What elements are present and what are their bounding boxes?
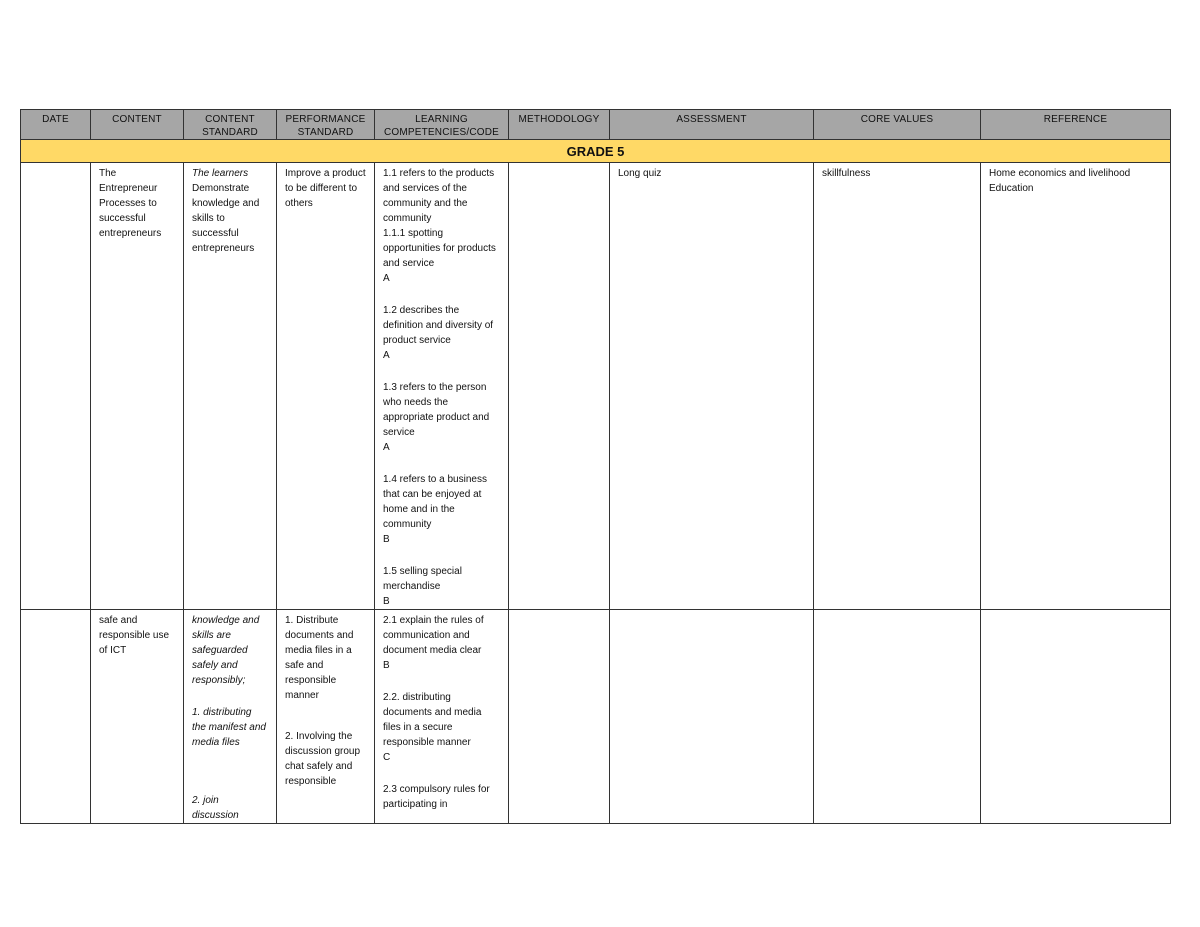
competency-code: B bbox=[383, 660, 390, 671]
competency-text: 1.3 refers to the person who needs the appropriate product and service bbox=[383, 382, 492, 438]
cell-core-values: skillfulness bbox=[814, 163, 981, 610]
content-standard-text: Demonstrate knowledge and skills to successful entrepreneurs bbox=[192, 183, 263, 254]
competency-text: 1.1 refers to the products and services of the community and the community bbox=[383, 168, 497, 224]
header-assessment: ASSESSMENT bbox=[610, 110, 814, 140]
cell-content-standard bbox=[184, 163, 277, 610]
grade-label: GRADE 5 bbox=[21, 140, 1171, 163]
cell-reference bbox=[981, 610, 1171, 824]
header-learning-competencies: LEARNING COMPETENCIES/CODE bbox=[375, 110, 509, 140]
competency-code: C bbox=[383, 752, 391, 763]
cell-date bbox=[21, 163, 91, 610]
competency-text: 2.3 compulsory rules for participating in bbox=[383, 784, 493, 810]
lesson-plan-table bbox=[20, 109, 1171, 824]
competency-text: 1.2 describes the definition and diversity of product service bbox=[383, 305, 496, 346]
competency-code: A bbox=[383, 273, 390, 284]
grade-row bbox=[21, 140, 1171, 163]
performance-standard-text: 1. Distribute documents and media files in a safe and responsible manner bbox=[285, 615, 357, 701]
header-reference: REFERENCE bbox=[981, 110, 1171, 140]
cell-date bbox=[21, 610, 91, 824]
header-methodology: METHODOLOGY bbox=[509, 110, 610, 140]
competency-code: B bbox=[383, 534, 390, 545]
header-content-standard: CONTENT STANDARD bbox=[184, 110, 277, 140]
competency-text: 1.5 selling special merchandise bbox=[383, 566, 465, 592]
competency-text: 2.1 explain the rules of communication and document media clear bbox=[383, 615, 487, 656]
competency-text: 2.2. distributing documents and media files in a secure responsible manner bbox=[383, 692, 485, 748]
cell-content-standard bbox=[184, 610, 277, 824]
cell-competencies bbox=[375, 610, 509, 824]
header-performance-standard: PERFORMANCE STANDARD bbox=[277, 110, 375, 140]
cell-content bbox=[91, 610, 184, 824]
cell-competencies bbox=[375, 163, 509, 610]
cell-assessment bbox=[610, 610, 814, 824]
cell-performance-standard bbox=[277, 163, 375, 610]
competency-text: 1.4 refers to a business that can be enjoyed at home and in the community bbox=[383, 474, 490, 530]
table-row bbox=[21, 610, 1171, 824]
cell-performance-standard bbox=[277, 610, 375, 824]
content-text: safe and responsible use of ICT bbox=[99, 615, 172, 656]
competency-code: B bbox=[383, 596, 390, 607]
competency-text: 1.1.1 spotting opportunities for products and service bbox=[383, 228, 499, 269]
content-standard-text: 1. distributing the manifest and media files bbox=[192, 707, 269, 748]
header-row bbox=[21, 110, 1171, 140]
performance-standard-text: Improve a product to be different to others bbox=[285, 168, 369, 209]
content-text: The Entrepreneur Processes to successful entrepreneurs bbox=[99, 168, 163, 239]
cell-methodology bbox=[509, 163, 610, 610]
cell-content bbox=[91, 163, 184, 610]
content-standard-lead: The learners bbox=[192, 168, 249, 179]
header-core-values: CORE VALUES bbox=[814, 110, 981, 140]
competency-code: A bbox=[383, 350, 390, 361]
cell-assessment: Long quiz bbox=[610, 163, 814, 610]
performance-standard-text: 2. Involving the discussion group chat safely and responsible bbox=[285, 731, 366, 787]
content-standard-text: 2. join discussion bbox=[192, 795, 239, 821]
header-date: DATE bbox=[21, 110, 91, 140]
cell-core-values bbox=[814, 610, 981, 824]
competency-code: A bbox=[383, 442, 390, 453]
header-content: CONTENT bbox=[91, 110, 184, 140]
cell-reference: Home economics and livelihood Education bbox=[981, 163, 1171, 610]
table-row bbox=[21, 163, 1171, 610]
content-standard-text: knowledge and skills are safeguarded safely and responsibly; bbox=[192, 615, 263, 686]
cell-methodology bbox=[509, 610, 610, 824]
